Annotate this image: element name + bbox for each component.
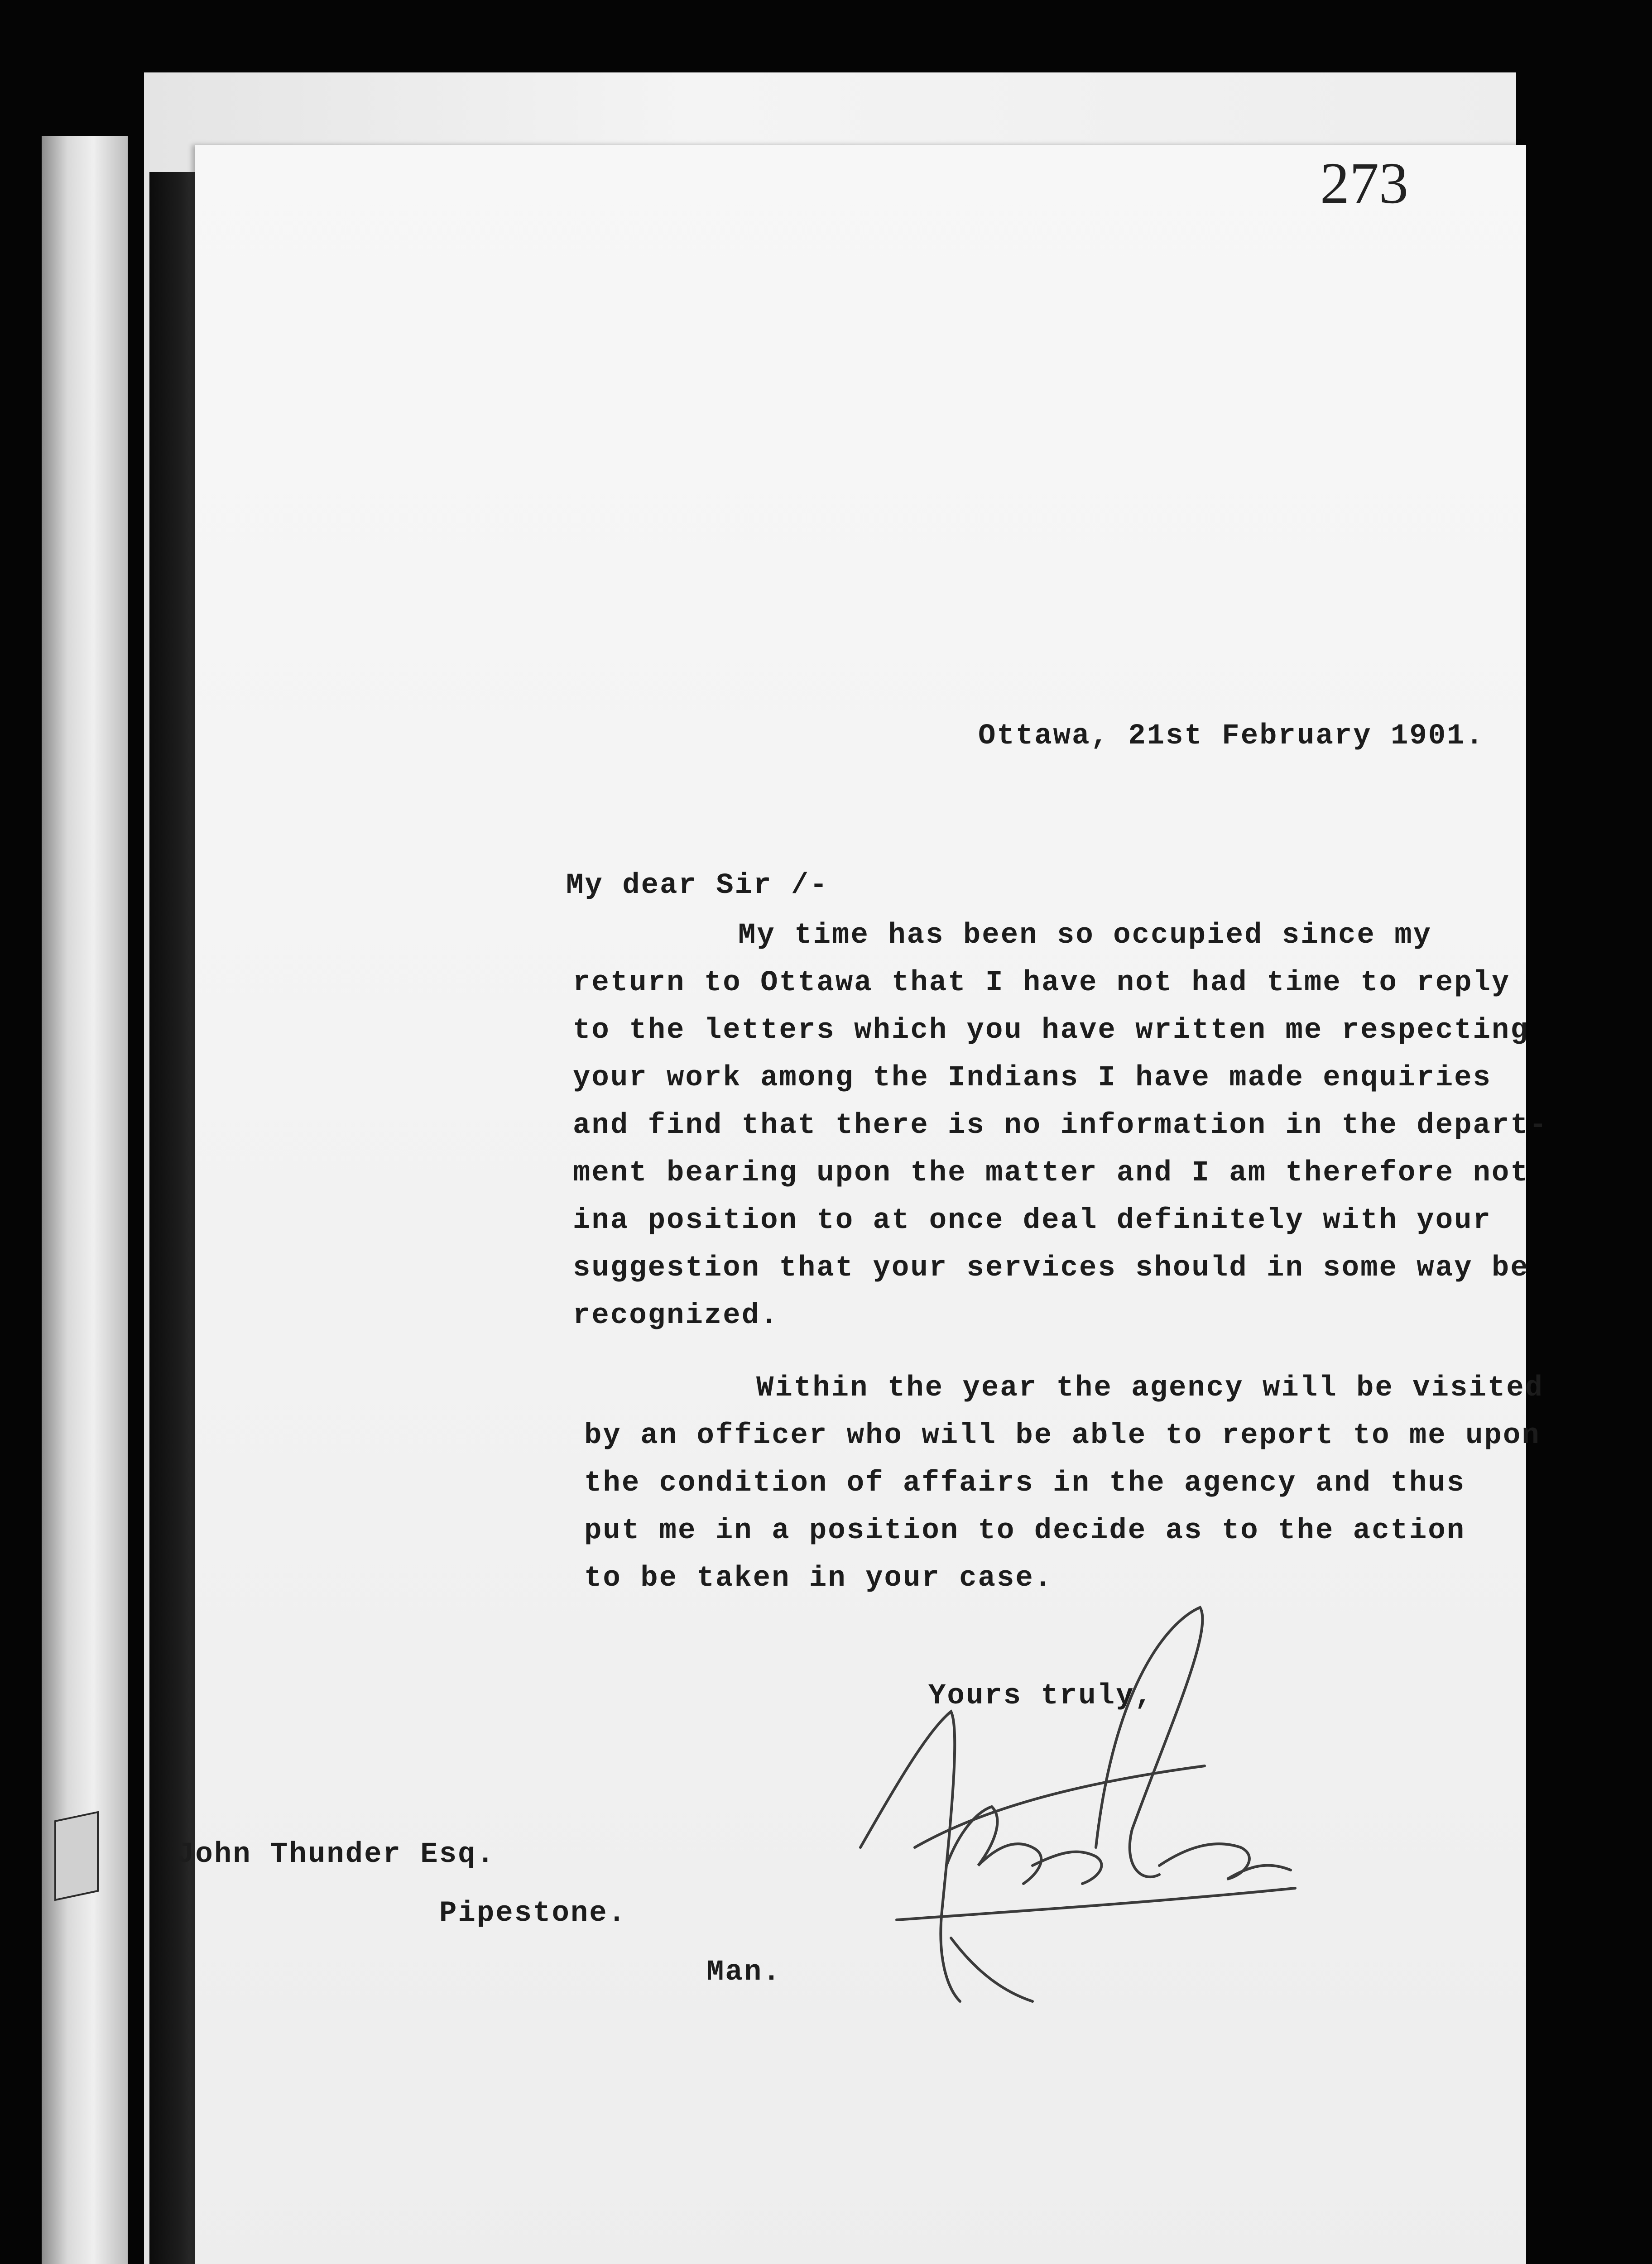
page-tab <box>54 1811 99 1901</box>
body-line: Within the year the agency will be visited <box>756 1372 1544 1405</box>
body-line: return to Ottawa that I have not had time to reply <box>573 967 1511 999</box>
body-line: and find that there is no information in the depart- <box>573 1109 1548 1142</box>
body-line: to the letters which you have written me respecting <box>573 1014 1529 1047</box>
body-line: My time has been so occupied since my <box>738 919 1432 952</box>
body-line: the condition of affairs in the agency and thus <box>584 1467 1466 1500</box>
body-line: your work among the Indians I have made enquiries <box>573 1062 1492 1094</box>
recipient-town: Pipestone. <box>439 1897 627 1930</box>
body-line: to be taken in your case. <box>584 1562 1053 1595</box>
recipient-name: John Thunder Esq. <box>177 1838 495 1871</box>
body-line: recognized. <box>573 1300 779 1332</box>
body-line: put me in a position to decide as to the action <box>584 1515 1466 1547</box>
salutation: My dear Sir /- <box>566 869 829 902</box>
closing: Yours truly, <box>928 1680 1153 1712</box>
page-number: 273 <box>1320 151 1408 216</box>
body-line: suggestion that your services should in some way be <box>573 1252 1529 1285</box>
body-line: ina position to at once deal definitely with your <box>573 1204 1492 1237</box>
letter-sheet <box>177 145 1548 2264</box>
body-line: by an officer who will be able to report to me upon <box>584 1420 1541 1452</box>
date-line: Ottawa, 21st February 1901. <box>978 720 1484 753</box>
body-line: ment bearing upon the matter and I am therefore not <box>573 1157 1529 1190</box>
handwritten-signature <box>842 1594 1304 2029</box>
recipient-province: Man. <box>706 1956 782 1989</box>
adjacent-page-edge <box>42 136 128 2264</box>
